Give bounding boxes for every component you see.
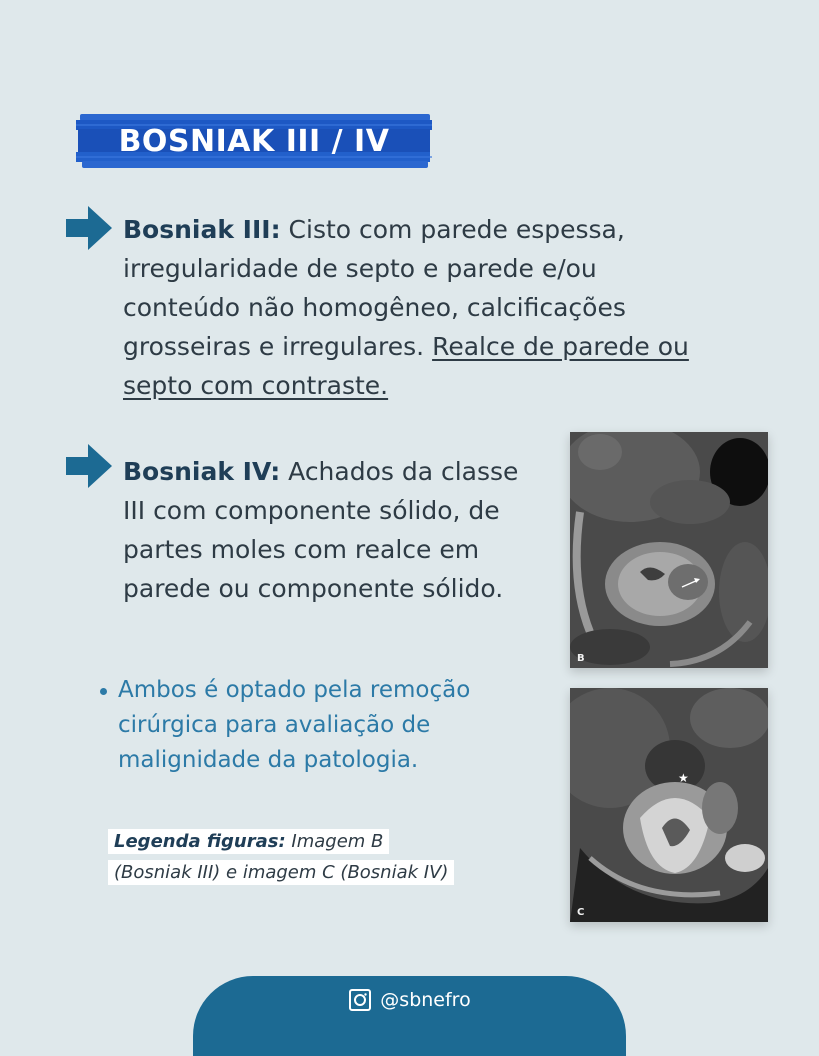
arrow-right-icon [66, 444, 112, 488]
ct-image-c [570, 688, 768, 922]
instagram-icon [348, 988, 372, 1012]
ct-image-b [570, 432, 768, 668]
caption-line-2: (Bosniak III) e imagem C (Bosniak IV) [108, 860, 454, 885]
ct-scan-kidney-image [570, 432, 768, 668]
image-c-letter: C [577, 907, 585, 918]
bosniak-iii-description [123, 210, 713, 405]
bosniak-iii-underlined-text: Realce de parede ou septo com contraste. [123, 332, 689, 400]
page-title: BOSNIAK III / IV [118, 123, 390, 159]
caption-line-1 [108, 829, 389, 854]
bosniak-iii-text: Cisto com parede espessa, irregularidade de septo e parede e/ou conteúdo não homogêneo, calcificações grosseiras e irregulares. [123, 215, 626, 361]
image-b-letter: B [577, 653, 585, 664]
bullet-note-text: Ambos é optado pela remoção cirúrgica para avaliação de malignidade da patologia. [118, 677, 471, 773]
svg-text:★: ★ [678, 771, 689, 785]
bullet-dot-icon [100, 688, 107, 695]
bosniak-iv-label: Bosniak IV: [123, 457, 281, 486]
caption-label: Legenda figuras: [114, 831, 286, 852]
ct-scan-kidney-image [570, 688, 768, 922]
bosniak-iv-description [123, 452, 543, 608]
caption-line-1-text: Imagem B [285, 831, 384, 852]
title-banner [76, 110, 432, 172]
instagram-handle-link[interactable] [193, 976, 626, 1024]
footer-bar [193, 976, 626, 1056]
bullet-note [96, 673, 568, 778]
instagram-handle-text: @sbnefro [380, 989, 471, 1011]
arrow-right-icon [66, 206, 112, 250]
bosniak-iii-label: Bosniak III: [123, 215, 281, 244]
bosniak-iv-text: Achados da classe III com componente sólido, de partes moles com realce em parede ou componente sólido. [123, 457, 519, 603]
figure-caption [108, 826, 538, 888]
